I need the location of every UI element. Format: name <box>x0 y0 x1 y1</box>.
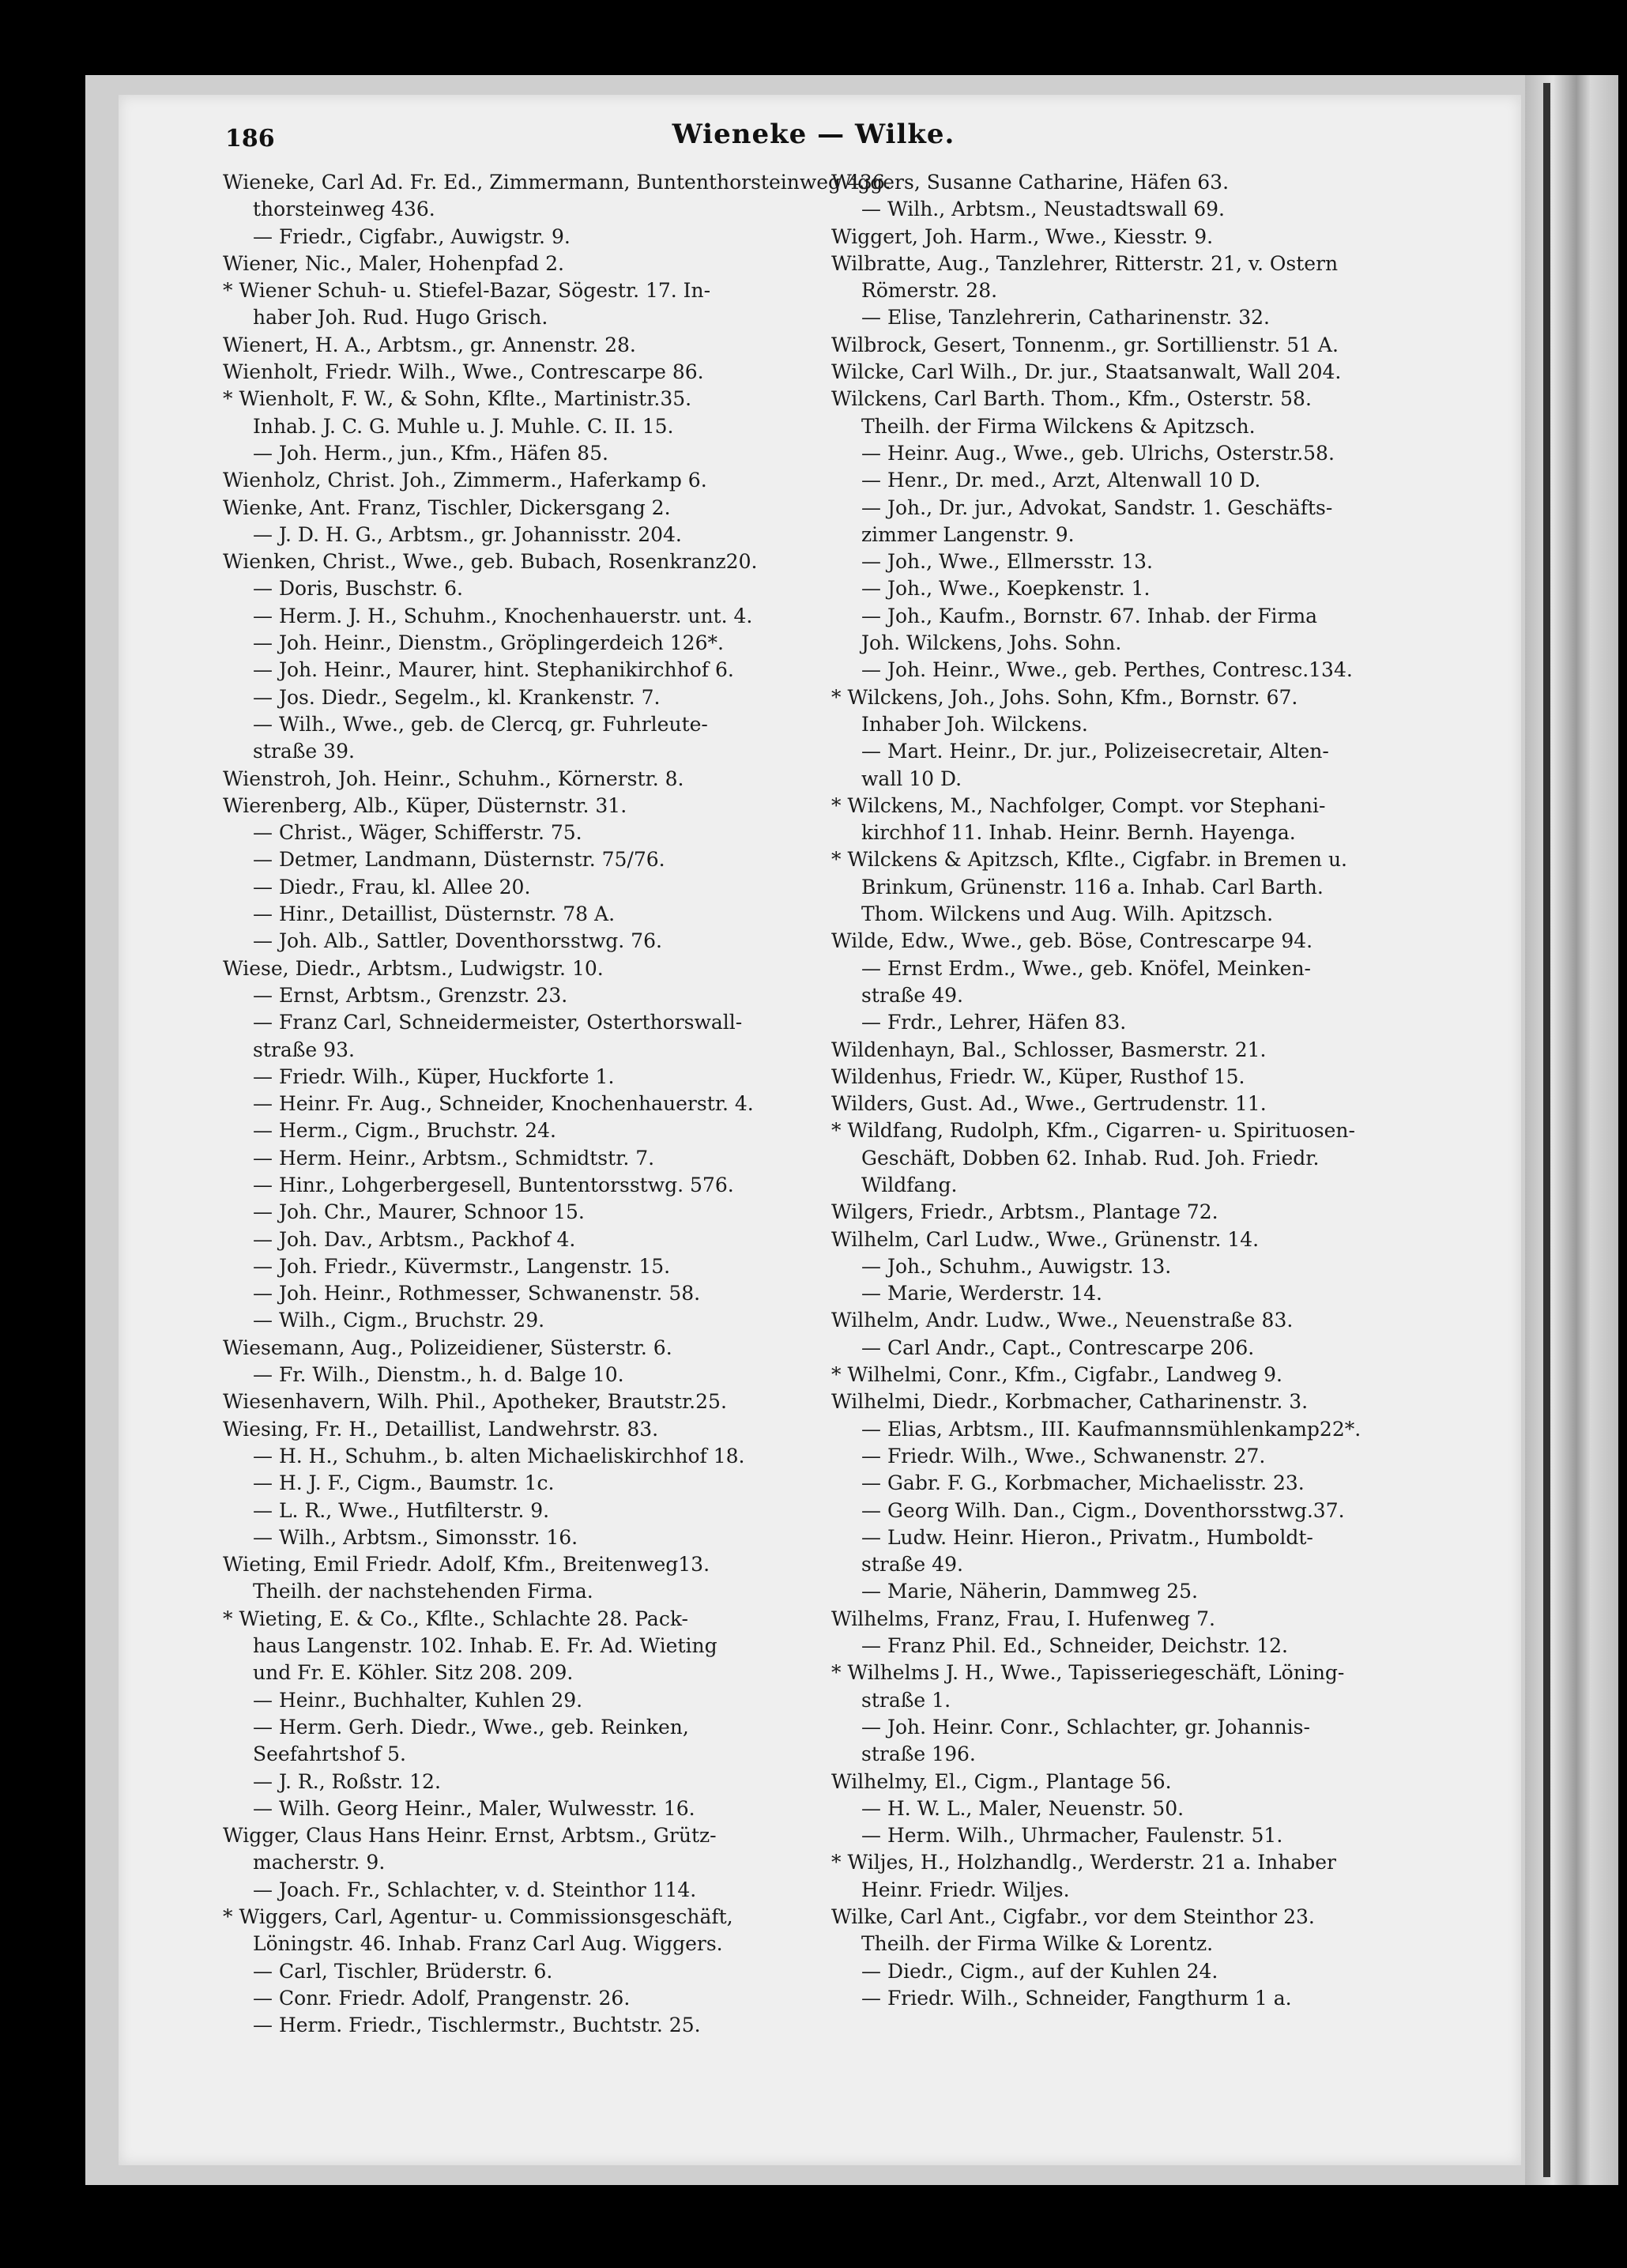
directory-entry-line: Inhaber Joh. Wilckens. <box>861 712 1088 736</box>
directory-entry-line: — Joh. Alb., Sattler, Doventhorsstwg. 76. <box>253 929 662 953</box>
directory-entry-line: — Joh., Wwe., Ellmersstr. 13. <box>861 550 1153 574</box>
directory-entry-line: — Joh. Heinr., Dienstm., Gröplingerdeich 126*. <box>253 631 724 655</box>
directory-entry-line: — Ludw. Heinr. Hieron., Privatm., Humboldt- <box>861 1525 1313 1549</box>
directory-entry-line: — Joh. Heinr., Rothmesser, Schwanenstr. 58. <box>253 1282 701 1305</box>
running-title: Wieneke — Wilke. <box>672 119 955 150</box>
directory-entry-line: Wiggers, Susanne Catharine, Häfen 63. <box>831 171 1230 194</box>
directory-entry-line: — Hinr., Detaillist, Düsternstr. 78 A. <box>253 902 616 926</box>
directory-entry-line: — Herm. J. H., Schuhm., Knochenhauerstr. unt. 4. <box>253 604 753 627</box>
directory-entry-line: Wiesing, Fr. H., Detaillist, Landwehrstr. 83. <box>223 1417 659 1441</box>
directory-entry-line: — Heinr. Aug., Wwe., geb. Ulrichs, Osterstr.58. <box>861 441 1335 465</box>
directory-entry-line: straße 49. <box>861 983 963 1007</box>
directory-entry-line: * Wilckens, M., Nachfolger, Compt. vor Stephani- <box>831 793 1326 817</box>
directory-entry-line: — Elias, Arbtsm., III. Kaufmannsmühlenkamp22*. <box>861 1417 1361 1441</box>
directory-entry-line: * Wilckens, Joh., Johs. Sohn, Kfm., Bornstr. 67. <box>831 685 1298 709</box>
directory-entry-line: — Jos. Diedr., Segelm., kl. Krankenstr. 7. <box>253 685 661 709</box>
directory-entry-line: — H. J. F., Cigm., Baumstr. 1c. <box>253 1471 555 1495</box>
directory-entry-line: Inhab. J. C. G. Muhle u. J. Muhle. C. II. 15. <box>253 414 674 438</box>
directory-entry-line: — J. D. H. G., Arbtsm., gr. Johannisstr. 204. <box>253 522 682 546</box>
right-column <box>831 169 1448 2012</box>
directory-entry-line: Römerstr. 28. <box>861 279 998 303</box>
directory-entry-line: straße 93. <box>253 1038 355 1061</box>
directory-entry-line: Wierenberg, Alb., Küper, Düsternstr. 31. <box>223 793 627 817</box>
directory-entry-line: — Marie, Werderstr. 14. <box>861 1282 1102 1305</box>
directory-entry-line: — Georg Wilh. Dan., Cigm., Doventhorsstwg.37. <box>861 1498 1345 1522</box>
directory-entry-line: Wilgers, Friedr., Arbtsm., Plantage 72. <box>831 1200 1218 1224</box>
directory-entry-line: — Herm. Gerh. Diedr., Wwe., geb. Reinken, <box>253 1715 689 1739</box>
directory-entry-line: — Wilh., Arbtsm., Neustadtswall 69. <box>861 198 1225 221</box>
directory-entry-line: — Frdr., Lehrer, Häfen 83. <box>861 1011 1127 1034</box>
directory-entry-line: Löningstr. 46. Inhab. Franz Carl Aug. Wiggers. <box>253 1932 723 1956</box>
directory-entry-line: — Joh. Herm., jun., Kfm., Häfen 85. <box>253 441 608 465</box>
directory-entry-line: — L. R., Wwe., Hutfilterstr. 9. <box>253 1498 550 1522</box>
directory-entry-line: * Wiener Schuh- u. Stiefel-Bazar, Sögestr. 17. In- <box>223 279 711 303</box>
directory-entry-line: — Ernst, Arbtsm., Grenzstr. 23. <box>253 983 568 1007</box>
directory-entry-line: — Wilh. Georg Heinr., Maler, Wulwesstr. 16. <box>253 1796 695 1820</box>
directory-entry-line: Theilh. der Firma Wilke & Lorentz. <box>861 1932 1214 1956</box>
directory-entry-line: Wilbrock, Gesert, Tonnenm., gr. Sortillienstr. 51 A. <box>831 333 1339 356</box>
directory-entry-line: Wiggert, Joh. Harm., Wwe., Kiesstr. 9. <box>831 224 1214 248</box>
directory-entry-line: — Joh. Dav., Arbtsm., Packhof 4. <box>253 1227 576 1251</box>
directory-entry-line: Wilders, Gust. Ad., Wwe., Gertrudenstr. 11. <box>831 1092 1267 1116</box>
directory-entry-line: Wilde, Edw., Wwe., geb. Böse, Contrescarpe 94. <box>831 929 1313 953</box>
directory-entry-line: straße 49. <box>861 1553 963 1577</box>
directory-entry-line: Wienstroh, Joh. Heinr., Schuhm., Körnerstr. 8. <box>223 767 684 790</box>
directory-entry-line: * Wiljes, H., Holzhandlg., Werderstr. 21 a. Inhaber <box>831 1851 1336 1874</box>
directory-entry-line: Wiesemann, Aug., Polizeidiener, Süsterstr. 6. <box>223 1336 672 1359</box>
directory-entry-line: thorsteinweg 436. <box>253 198 435 221</box>
directory-entry-line: — Mart. Heinr., Dr. jur., Polizeisecretair, Alten- <box>861 740 1329 763</box>
directory-entry-line: — Conr. Friedr. Adolf, Prangenstr. 26. <box>253 1986 631 2010</box>
directory-entry-line: Wilcke, Carl Wilh., Dr. jur., Staatsanwalt, Wall 204. <box>831 360 1342 384</box>
directory-entry-line: — Friedr. Wilh., Schneider, Fangthurm 1 a. <box>861 1986 1292 2010</box>
directory-entry-line: Heinr. Friedr. Wiljes. <box>861 1878 1070 1901</box>
directory-entry-line: — Joh., Schuhm., Auwigstr. 13. <box>861 1254 1172 1278</box>
directory-entry-line: Seefahrtshof 5. <box>253 1742 407 1766</box>
directory-entry-line: — H. W. L., Maler, Neuenstr. 50. <box>861 1796 1184 1820</box>
directory-entry-line: straße 39. <box>253 740 355 763</box>
directory-entry-line: Wienken, Christ., Wwe., geb. Bubach, Rosenkranz20. <box>223 550 758 574</box>
directory-entry-line: Wienke, Ant. Franz, Tischler, Dickersgang 2. <box>223 495 671 519</box>
directory-entry-line: — Doris, Buschstr. 6. <box>253 577 463 601</box>
directory-entry-line: — Hinr., Lohgerbergesell, Buntentorsstwg. 576. <box>253 1173 734 1196</box>
left-column <box>223 169 891 2039</box>
directory-entry-line: kirchhof 11. Inhab. Heinr. Bernh. Hayenga. <box>861 821 1296 845</box>
directory-entry-line: — Henr., Dr. med., Arzt, Altenwall 10 D. <box>861 469 1261 492</box>
directory-entry-line: Geschäft, Dobben 62. Inhab. Rud. Joh. Friedr. <box>861 1146 1320 1170</box>
spine-shadow <box>1543 83 1550 2177</box>
directory-entry-line: * Wilhelms J. H., Wwe., Tapisseriegeschäft, Löning- <box>831 1661 1345 1685</box>
directory-entry-line: — Wilh., Wwe., geb. de Clercq, gr. Fuhrleute- <box>253 712 708 736</box>
directory-entry-line: * Wieting, E. & Co., Kflte., Schlachte 28. Pack- <box>223 1607 688 1630</box>
directory-entry-line: wall 10 D. <box>861 767 962 790</box>
directory-entry-line: * Wienholt, F. W., & Sohn, Kflte., Martinistr.35. <box>223 387 692 411</box>
directory-entry-line: Wildenhayn, Bal., Schlosser, Basmerstr. 21. <box>831 1038 1267 1061</box>
book-spine <box>1525 75 1618 2185</box>
directory-entry-line: — Joh. Heinr., Wwe., geb. Perthes, Contresc.134. <box>861 658 1353 682</box>
directory-entry-line: Thom. Wilckens und Aug. Wilh. Apitzsch. <box>861 902 1274 926</box>
directory-entry-line: — Friedr., Cigfabr., Auwigstr. 9. <box>253 224 571 248</box>
directory-entry-line: Wilhelms, Franz, Frau, I. Hufenweg 7. <box>831 1607 1215 1630</box>
directory-entry-line: — Herm. Friedr., Tischlermstr., Buchtstr. 25. <box>253 2014 701 2037</box>
directory-entry-line: — Heinr. Fr. Aug., Schneider, Knochenhauerstr. 4. <box>253 1092 754 1116</box>
directory-entry-line: — Christ., Wäger, Schifferstr. 75. <box>253 821 582 845</box>
directory-entry-line: Theilh. der Firma Wilckens & Apitzsch. <box>861 414 1256 438</box>
directory-entry-line: — Herm. Heinr., Arbtsm., Schmidtstr. 7. <box>253 1146 655 1170</box>
directory-entry-line: Theilh. der nachstehenden Firma. <box>253 1580 593 1603</box>
directory-entry-line: Wienert, H. A., Arbtsm., gr. Annenstr. 28. <box>223 333 636 356</box>
directory-entry-line: Wilhelm, Andr. Ludw., Wwe., Neuenstraße 83. <box>831 1309 1294 1332</box>
directory-entry-line: Wilhelmi, Diedr., Korbmacher, Catharinenstr. 3. <box>831 1390 1309 1414</box>
directory-entry-line: — J. R., Roßstr. 12. <box>253 1769 441 1793</box>
directory-entry-line: — Marie, Näherin, Dammweg 25. <box>861 1580 1198 1603</box>
directory-entry-line: macherstr. 9. <box>253 1851 386 1874</box>
directory-entry-line: — Wilh., Cigm., Bruchstr. 29. <box>253 1309 545 1332</box>
directory-entry-line: — Franz Carl, Schneidermeister, Osterthorswall- <box>253 1011 743 1034</box>
directory-entry-line: — Elise, Tanzlehrerin, Catharinenstr. 32. <box>861 306 1270 330</box>
directory-entry-line: Wilbratte, Aug., Tanzlehrer, Ritterstr. 21, v. Ostern <box>831 251 1339 275</box>
directory-entry-line: — Fr. Wilh., Dienstm., h. d. Balge 10. <box>253 1363 624 1387</box>
directory-entry-line: Wiener, Nic., Maler, Hohenpfad 2. <box>223 251 564 275</box>
directory-entry-line: — H. H., Schuhm., b. alten Michaeliskirchhof 18. <box>253 1444 745 1467</box>
directory-entry-line: Wildfang. <box>861 1173 958 1196</box>
directory-entry-line: — Carl, Tischler, Brüderstr. 6. <box>253 1959 553 1983</box>
directory-entry-line: Wiesenhavern, Wilh. Phil., Apotheker, Brautstr.25. <box>223 1390 727 1414</box>
directory-entry-line: Wienholt, Friedr. Wilh., Wwe., Contrescarpe 86. <box>223 360 704 384</box>
directory-entry-line: * Wiggers, Carl, Agentur- u. Commissionsgeschäft, <box>223 1905 733 1928</box>
directory-entry-line: — Joh., Kaufm., Bornstr. 67. Inhab. der Firma <box>861 604 1318 627</box>
directory-entry-line: Wilhelmy, El., Cigm., Plantage 56. <box>831 1769 1172 1793</box>
directory-entry-line: Wilhelm, Carl Ludw., Wwe., Grünenstr. 14. <box>831 1227 1260 1251</box>
directory-entry-line: Brinkum, Grünenstr. 116 a. Inhab. Carl Barth. <box>861 875 1324 899</box>
directory-entry-line: — Wilh., Arbtsm., Simonsstr. 16. <box>253 1525 578 1549</box>
directory-entry-line: zimmer Langenstr. 9. <box>861 522 1075 546</box>
directory-entry-line: Wildenhus, Friedr. W., Küper, Rusthof 15. <box>831 1064 1245 1088</box>
directory-entry-line: — Joh. Friedr., Küvermstr., Langenstr. 15. <box>253 1254 671 1278</box>
directory-entry-line: * Wilckens & Apitzsch, Kflte., Cigfabr. in Bremen u. <box>831 848 1347 872</box>
directory-entry-line: — Diedr., Frau, kl. Allee 20. <box>253 875 531 899</box>
directory-entry-line: — Joh. Heinr., Maurer, hint. Stephanikirchhof 6. <box>253 658 734 682</box>
directory-entry-line: — Diedr., Cigm., auf der Kuhlen 24. <box>861 1959 1218 1983</box>
directory-entry-line: Wilckens, Carl Barth. Thom., Kfm., Osterstr. 58. <box>831 387 1312 411</box>
directory-entry-line: — Heinr., Buchhalter, Kuhlen 29. <box>253 1688 583 1712</box>
directory-entry-line: haus Langenstr. 102. Inhab. E. Fr. Ad. Wieting <box>253 1634 717 1658</box>
directory-entry-line: * Wilhelmi, Conr., Kfm., Cigfabr., Landweg 9. <box>831 1363 1282 1387</box>
directory-entry-line: — Joh., Dr. jur., Advokat, Sandstr. 1. Geschäfts- <box>861 495 1333 519</box>
directory-entry-line: — Gabr. F. G., Korbmacher, Michaelisstr. 23. <box>861 1471 1305 1495</box>
directory-entry-line: — Franz Phil. Ed., Schneider, Deichstr. 12. <box>861 1634 1288 1658</box>
directory-entry-line: — Herm. Wilh., Uhrmacher, Faulenstr. 51. <box>861 1824 1283 1848</box>
directory-entry-line: Wieting, Emil Friedr. Adolf, Kfm., Breitenweg13. <box>223 1553 710 1577</box>
directory-entry-line: Wigger, Claus Hans Heinr. Ernst, Arbtsm., Grütz- <box>223 1824 717 1848</box>
directory-entry-line: * Wildfang, Rudolph, Kfm., Cigarren- u. Spirituosen- <box>831 1119 1355 1143</box>
directory-entry-line: — Joh., Wwe., Koepkenstr. 1. <box>861 577 1151 601</box>
directory-entry-line: Wienholz, Christ. Joh., Zimmerm., Haferkamp 6. <box>223 469 707 492</box>
page-number: 186 <box>225 125 275 153</box>
directory-entry-line: — Carl Andr., Capt., Contrescarpe 206. <box>861 1336 1255 1359</box>
directory-entry-line: und Fr. E. Köhler. Sitz 208. 209. <box>253 1661 574 1685</box>
directory-entry-line: — Friedr. Wilh., Küper, Huckforte 1. <box>253 1064 615 1088</box>
directory-entry-line: Wieneke, Carl Ad. Fr. Ed., Zimmermann, Buntenthorsteinweg 436. <box>223 171 891 194</box>
directory-entry-line: straße 1. <box>861 1688 951 1712</box>
directory-entry-line: — Joh. Chr., Maurer, Schnoor 15. <box>253 1200 585 1224</box>
directory-entry-line: — Herm., Cigm., Bruchstr. 24. <box>253 1119 556 1143</box>
directory-entry-line: straße 196. <box>861 1742 976 1766</box>
directory-entry-line: Wilke, Carl Ant., Cigfabr., vor dem Steinthor 23. <box>831 1905 1315 1928</box>
directory-entry-line: Wiese, Diedr., Arbtsm., Ludwigstr. 10. <box>223 956 604 980</box>
directory-entry-line: haber Joh. Rud. Hugo Grisch. <box>253 306 548 330</box>
directory-entry-line: — Ernst Erdm., Wwe., geb. Knöfel, Meinken- <box>861 956 1311 980</box>
directory-entry-line: — Friedr. Wilh., Wwe., Schwanenstr. 27. <box>861 1444 1266 1467</box>
directory-entry-line: — Joach. Fr., Schlachter, v. d. Steinthor 114. <box>253 1878 697 1901</box>
directory-entry-line: — Joh. Heinr. Conr., Schlachter, gr. Johannis- <box>861 1715 1310 1739</box>
directory-entry-line: Joh. Wilckens, Johs. Sohn. <box>861 631 1122 655</box>
directory-entry-line: — Detmer, Landmann, Düsternstr. 75/76. <box>253 848 665 872</box>
